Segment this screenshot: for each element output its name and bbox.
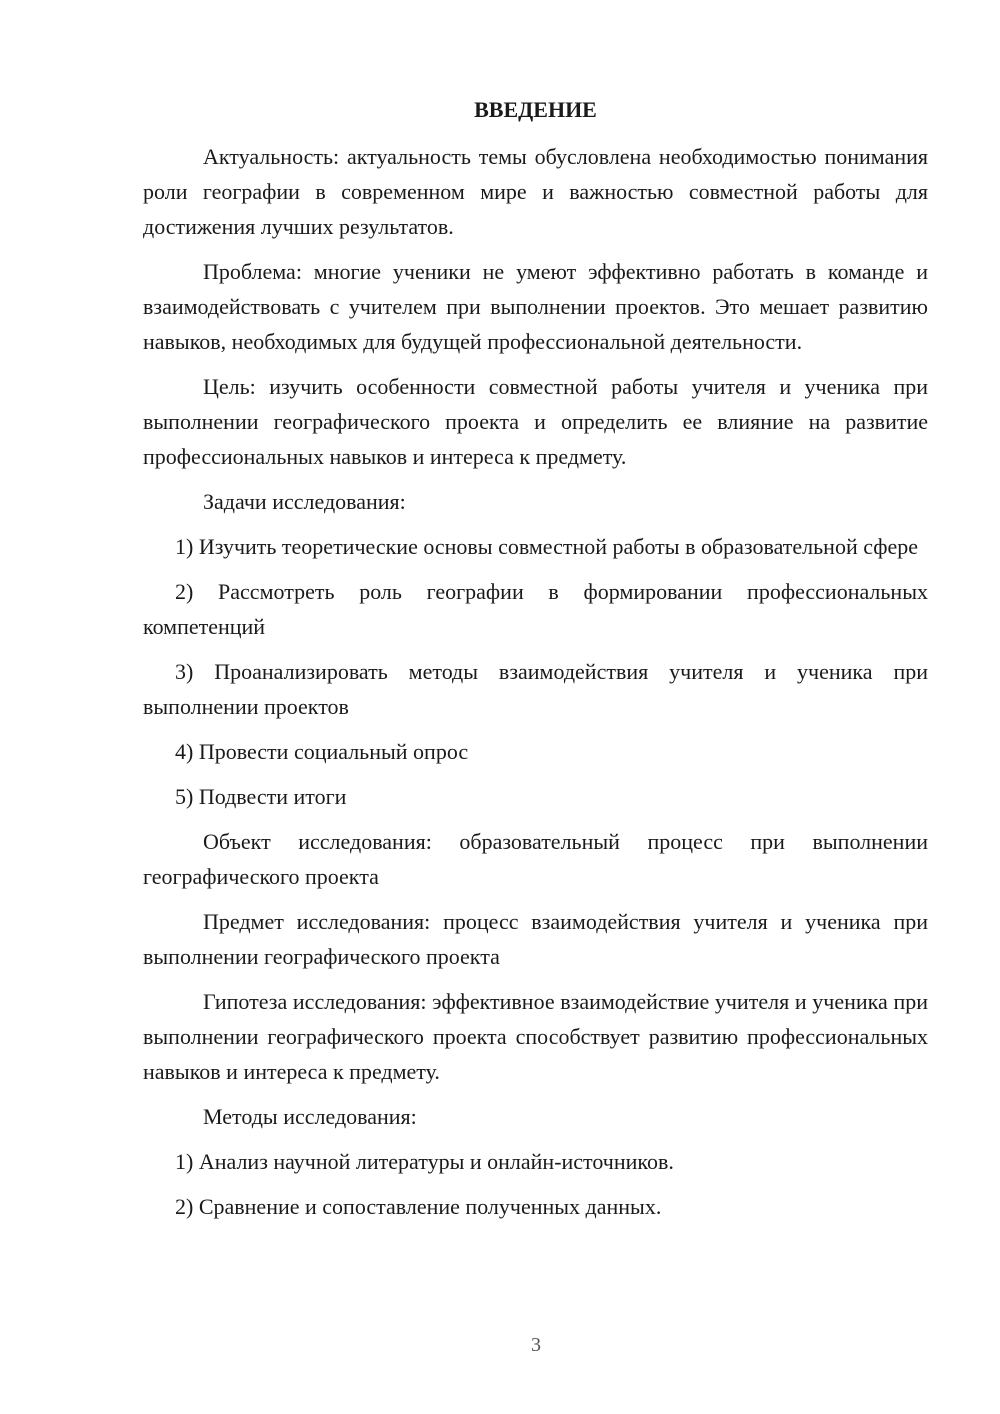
method-item-2: 2) Сравнение и сопоставление полученных данных. bbox=[175, 1194, 662, 1219]
problem-paragraph: Проблема: многие ученики не умеют эффективно работать в команде и взаимодействовать с учителем при выполнении проектов. Это мешает развитию навыков, необходимых для будущей профессиональной деятельности. bbox=[143, 259, 928, 354]
object-paragraph: Объект исследования: образовательный процесс при выполнении географического проекта bbox=[143, 829, 928, 889]
page-number: 3 bbox=[531, 1334, 541, 1356]
tasks-title: Задачи исследования: bbox=[203, 489, 406, 514]
task-item-4: 4) Провести социальный опрос bbox=[175, 739, 469, 764]
task-item-1: 1) Изучить теоретические основы совместной работы в образовательной сфере bbox=[175, 534, 919, 559]
task-item-3: 3) Проанализировать методы взаимодействия учителя и ученика при выполнении проектов bbox=[143, 659, 928, 719]
methods-title: Методы исследования: bbox=[203, 1104, 417, 1129]
relevance-paragraph: Актуальность: актуальность темы обусловлена необходимостью понимания роли географии в современном мире и важностью совместной работы для достижения лучших результатов. bbox=[143, 144, 928, 239]
task-item-5: 5) Подвести итоги bbox=[175, 784, 347, 809]
section-heading: ВВЕДЕНИЕ bbox=[474, 97, 597, 122]
task-item-2: 2) Рассмотреть роль географии в формировании профессиональных компетенций bbox=[143, 579, 928, 639]
page-content bbox=[143, 95, 928, 1234]
hypothesis-paragraph: Гипотеза исследования: эффективное взаимодействие учителя и ученика при выполнении географического проекта способствует развитию профессиональных навыков и интереса к предмету. bbox=[143, 989, 928, 1084]
method-item-1: 1) Анализ научной литературы и онлайн-источников. bbox=[175, 1149, 674, 1174]
goal-paragraph: Цель: изучить особенности совместной работы учителя и ученика при выполнении географического проекта и определить ее влияние на развитие профессиональных навыков и интереса к предмету. bbox=[143, 374, 928, 469]
subject-paragraph: Предмет исследования: процесс взаимодействия учителя и ученика при выполнении географического проекта bbox=[143, 909, 928, 969]
